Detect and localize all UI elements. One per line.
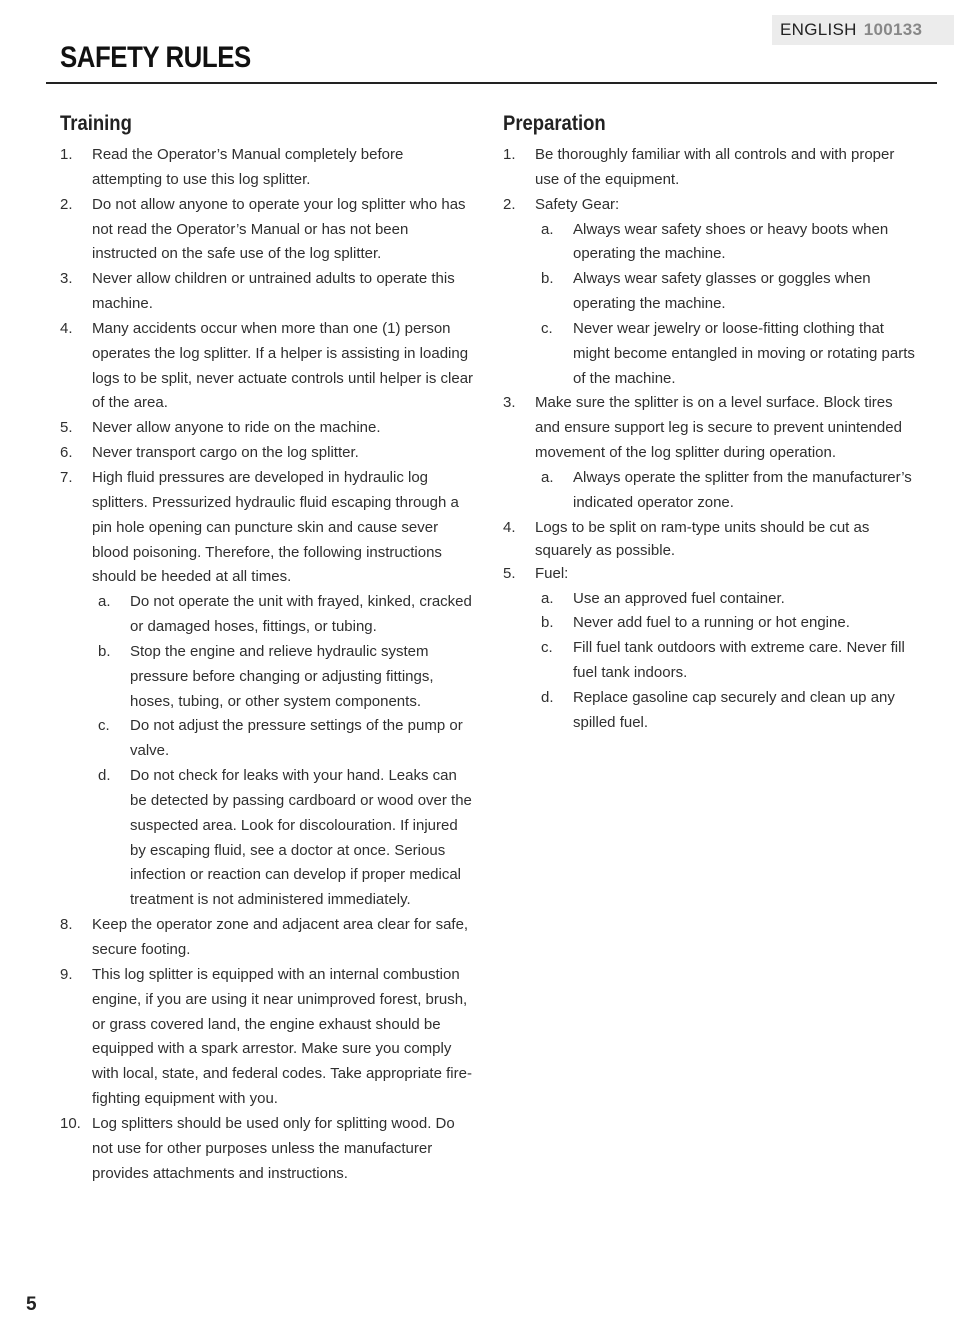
sub-item-text: Do not check for leaks with your hand. Leaks can be detected by passing cardboard or wood over the suspected area. Look for discolouration. If injured by escaping fluid, see a doctor at once. Serious infection or reaction can develop if proper medical treatment is not administered immediately. — [130, 767, 472, 909]
preparation-heading: Preparation — [503, 112, 606, 135]
header-divider — [46, 82, 937, 84]
sub-item-letter: b. — [541, 614, 554, 632]
list-item — [60, 317, 475, 416]
item-body — [535, 562, 921, 736]
item-text: High fluid pressures are developed in hydraulic log splitters. Pressurized hydraulic fluid escaping through a pin hole opening can puncture skin and cause sever blood poisoning. Therefore, the following instructions should be heeded at all times. — [92, 468, 459, 586]
item-text: Never allow anyone to ride on the machine. — [92, 419, 381, 437]
item-number: 2. — [60, 195, 73, 213]
sub-item-letter: c. — [541, 319, 553, 337]
training-list — [60, 143, 475, 1186]
sub-item-text: Do not adjust the pressure settings of the pump or valve. — [130, 717, 463, 760]
item-text: Keep the operator zone and adjacent area clear for safe, secure footing. — [92, 916, 469, 958]
list-item — [60, 913, 475, 963]
sub-list — [535, 466, 921, 516]
training-section — [60, 110, 475, 1186]
item-text: Be thoroughly familiar with all controls and with proper use of the equipment. — [535, 146, 895, 188]
item-text: Read the Operator’s Manual completely before attempting to use this log splitter. — [92, 146, 404, 188]
item-text: Make sure the splitter is on a level surface. Block tires and ensure support leg is secure to prevent unintended movement of the log splitter during operation. — [535, 394, 902, 462]
document-code: 100133 — [863, 20, 923, 39]
sub-item-text: Never add fuel to a running or hot engine. — [573, 614, 850, 632]
sub-list-item — [535, 636, 921, 686]
item-body — [535, 193, 921, 392]
sub-list — [535, 218, 921, 392]
preparation-section — [503, 110, 921, 736]
sub-item-letter: a. — [98, 593, 111, 611]
sub-item-text: Replace gasoline cap securely and clean up any spilled fuel. — [573, 688, 895, 731]
item-text: Safety Gear: — [535, 195, 620, 213]
list-item — [503, 193, 921, 392]
sub-item-letter: a. — [541, 468, 554, 486]
sub-item-text: Use an approved fuel container. — [573, 589, 785, 607]
item-text: Never transport cargo on the log splitter. — [92, 444, 359, 462]
preparation-list — [503, 143, 921, 736]
sub-list-item — [535, 466, 921, 516]
page-number: 5 — [26, 1294, 37, 1315]
sub-item-text: Never wear jewelry or loose-fitting clothing that might become entangled in moving or rotating parts of the machine. — [573, 319, 915, 387]
sub-item-text: Always wear safety glasses or goggles when operating the machine. — [573, 270, 871, 313]
item-number: 5. — [60, 419, 73, 437]
language-tab — [772, 15, 954, 45]
item-number: 3. — [503, 394, 516, 412]
sub-list-item — [535, 587, 921, 612]
item-text: This log splitter is equipped with an internal combustion engine, if you are using it near unimproved forest, brush, or grass covered land, the engine exhaust should be equipped with a spark arrestor. Make sure you comply with local, state, and federal codes. Take appropriate fire-fighting equipment with you. — [92, 965, 472, 1108]
list-item — [60, 267, 475, 317]
list-item — [60, 1112, 475, 1187]
list-item — [503, 562, 921, 736]
list-item — [503, 516, 921, 562]
item-number: 3. — [60, 270, 73, 288]
list-item — [60, 441, 475, 466]
item-number: 9. — [60, 965, 73, 983]
training-heading: Training — [60, 112, 132, 135]
item-text: Fuel: — [535, 564, 569, 582]
language-label: ENGLISH — [780, 20, 857, 39]
sub-item-text: Stop the engine and relieve hydraulic system pressure before changing or adjusting fittings, hoses, tubing, or other system components. — [130, 642, 434, 710]
sub-item-text: Always wear safety shoes or heavy boots when operating the machine. — [573, 220, 889, 263]
list-item — [503, 143, 921, 193]
item-number: 10. — [60, 1114, 81, 1132]
sub-list-item — [92, 764, 475, 913]
item-number: 7. — [60, 468, 73, 486]
sub-list-item — [92, 714, 475, 764]
item-text: Log splitters should be used only for splitting wood. Do not use for other purposes unless the manufacturer provides attachments and instructions. — [92, 1114, 455, 1182]
list-item — [503, 391, 921, 515]
item-text: Never allow children or untrained adults to operate this machine. — [92, 270, 455, 313]
item-number: 6. — [60, 444, 73, 462]
item-number: 4. — [60, 319, 73, 337]
sub-item-letter: d. — [541, 688, 554, 706]
list-item — [60, 143, 475, 193]
list-item — [60, 416, 475, 441]
item-text: Do not allow anyone to operate your log splitter who has not read the Operator’s Manual or has not been instructed on the safe use of the log splitter. — [92, 195, 466, 263]
sub-list-item — [535, 317, 921, 392]
sub-item-text: Always operate the splitter from the manufacturer’s indicated operator zone. — [573, 468, 912, 511]
sub-list-item — [92, 590, 475, 640]
list-item — [60, 193, 475, 268]
page-title: SAFETY RULES — [60, 41, 251, 74]
item-number: 1. — [503, 146, 516, 163]
sub-item-letter: b. — [541, 270, 554, 288]
sub-list — [535, 587, 921, 736]
sub-item-letter: c. — [98, 717, 110, 735]
item-body — [92, 466, 475, 913]
sub-list-item — [535, 267, 921, 317]
sub-item-letter: a. — [541, 589, 554, 607]
sub-item-letter: a. — [541, 220, 554, 238]
item-text: Many accidents occur when more than one (1) person operates the log splitter. If a helper is assisting in loading logs to be split, never actuate controls until helper is clear of the area. — [92, 319, 474, 412]
sub-item-letter: d. — [98, 767, 111, 785]
sub-list-item — [92, 640, 475, 715]
sub-item-text: Do not operate the unit with frayed, kinked, cracked or damaged hoses, fittings, or tubing. — [130, 593, 472, 636]
item-body — [535, 391, 921, 515]
item-number: 2. — [503, 195, 516, 213]
item-number: 1. — [60, 146, 73, 163]
list-item — [60, 466, 475, 913]
item-number: 5. — [503, 564, 516, 582]
item-text: Logs to be split on ram-type units should be cut as squarely as possible. — [535, 518, 870, 559]
sub-item-letter: c. — [541, 639, 553, 657]
sub-list-item — [535, 218, 921, 268]
item-number: 8. — [60, 916, 73, 934]
sub-list-item — [535, 686, 921, 736]
sub-item-text: Fill fuel tank outdoors with extreme care. Never fill fuel tank indoors. — [573, 639, 905, 682]
item-number: 4. — [503, 518, 516, 536]
sub-list-item — [535, 611, 921, 636]
sub-list — [92, 590, 475, 913]
list-item — [60, 963, 475, 1112]
sub-item-letter: b. — [98, 642, 111, 660]
